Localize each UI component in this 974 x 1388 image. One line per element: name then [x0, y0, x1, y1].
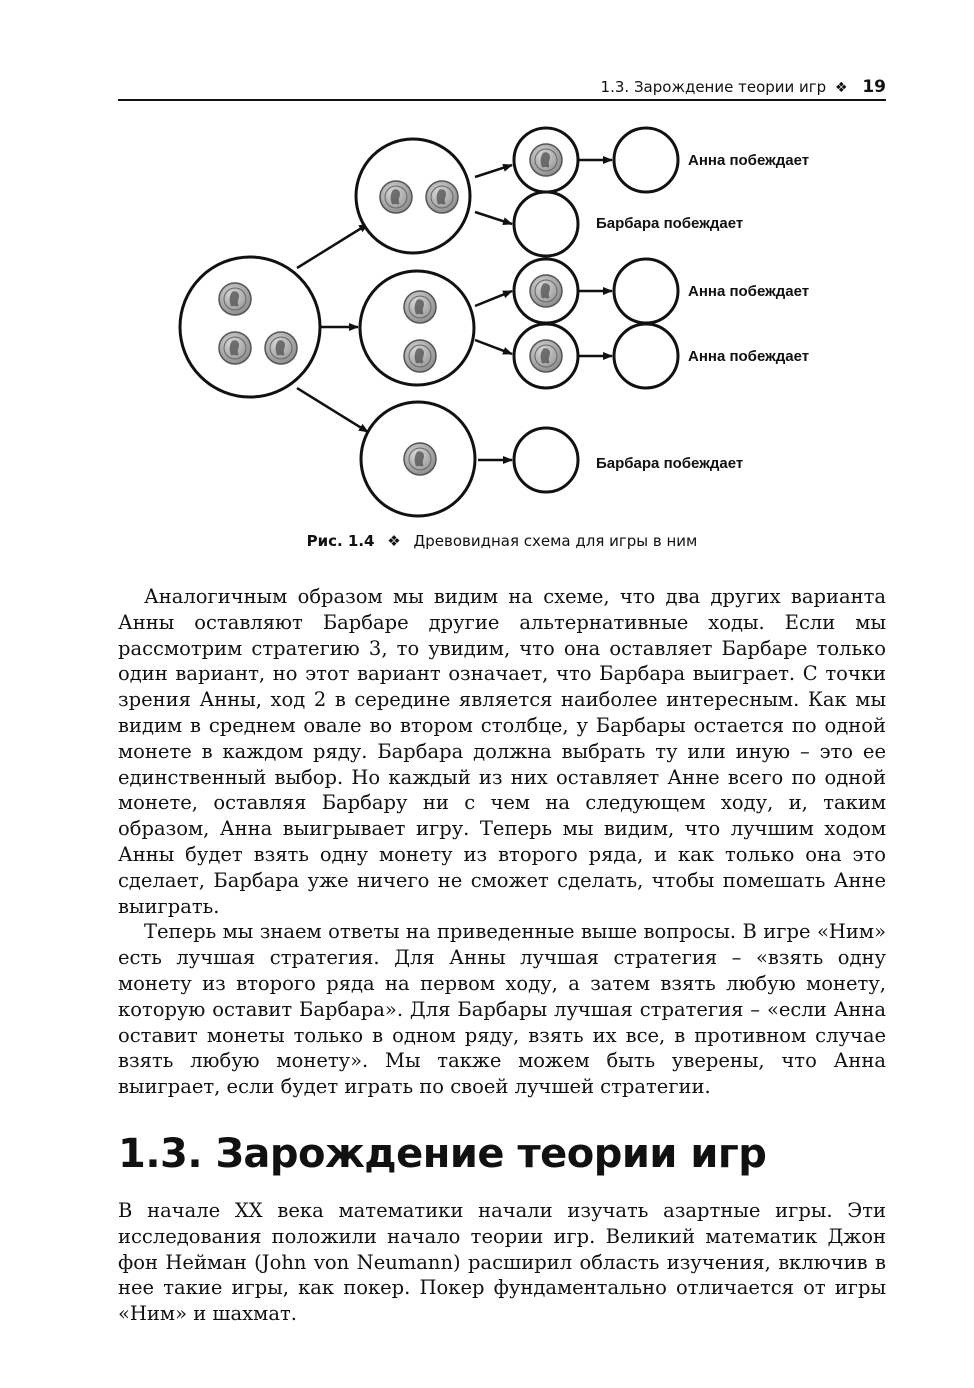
node-level3: [614, 128, 678, 388]
figure-caption-separator: ❖: [387, 532, 401, 550]
coin-icon: [219, 283, 251, 315]
outcome-label: Анна побеждает: [688, 348, 810, 365]
outcome-label: Барбара побеждает: [596, 215, 744, 232]
header-rule: [118, 99, 886, 101]
figure-caption: [118, 532, 886, 550]
body-text: [118, 584, 886, 1100]
coin-icon: [530, 144, 562, 176]
coin-icon: [380, 181, 412, 213]
outcome-label: Барбара побеждает: [596, 455, 744, 472]
nim-tree-diagram: [160, 120, 860, 520]
node-level1-bottom: [361, 402, 475, 516]
node-level2: [514, 128, 578, 492]
section-body: [118, 1198, 886, 1327]
coin-icon: [265, 332, 297, 364]
coin-icon: [530, 340, 562, 372]
outcome-label: Анна побеждает: [688, 152, 810, 169]
coin-icon: [530, 275, 562, 307]
section-heading: 1.3. Зарождение теории игр: [118, 1131, 767, 1177]
running-head-separator: ❖: [834, 80, 848, 96]
root-node: [180, 257, 320, 397]
paragraph: Аналогичным образом мы видим на схеме, что два других варианта Анны оставляют Барбаре другие альтернативные ходы. Если мы рассмотрим стратегию 3, то увидим, что она оставляет Барбаре только один вариант, но этот вариант означает, что Барбара выиграет. С точки зрения Анны, ход 2 в середине является наиболее интересным. Как мы видим в среднем овале во втором столбце, у Барбары остается по одной монете в каждом ряду. Барбара должна выбрать ту или иную – это ее единственный выбор. Но каждый из них оставляет Анне всего по одной монете, оставляя Барбару ни с чем на следующем ходу, и, таким образом, Анна выигрывает игру. Теперь мы видим, что лучшим ходом Анны будет взять одну монету из второго ряда, и как только она это сделает, Барбара уже ничего не сможет сделать, чтобы помешать Анне выиграть.: [118, 585, 886, 918]
paragraph: Теперь мы знаем ответы на приведенные выше вопросы. В игре «Ним» есть лучшая стратегия. Для Анны лучшая стратегия – «взять одну монету из второго ряда на первом ходу, а затем взять любую монету, которую оставит Барбара». Для Барбары лучшая стратегия – «если Анна оставит монеты только в одном ряду, взять их все, в противном случае взять любую монету». Мы также можем быть уверены, что Анна выиграет, если будет играть по своей лучшей стратегии.: [118, 920, 886, 1099]
figure-caption-text: Древовидная схема для игры в ним: [413, 532, 698, 550]
running-head: [118, 76, 886, 98]
coin-icon: [404, 291, 436, 323]
coin-icon: [404, 340, 436, 372]
node-level1-middle: [360, 271, 474, 385]
coin-icon: [219, 332, 251, 364]
outcome-label: Анна побеждает: [688, 283, 810, 300]
coin-icon: [404, 443, 436, 475]
node-level1-top: [356, 139, 470, 253]
figure-caption-label: Рис. 1.4: [306, 532, 375, 550]
coin-icon: [426, 181, 458, 213]
paragraph: В начале XX века математики начали изучать азартные игры. Эти исследования положили начало теории игр. Великий математик Джон фон Нейман (John von Neumann) расширил область изучения, включив в нее такие игры, как покер. Покер фундаментально отличается от игры «Ним» и шахмат.: [118, 1199, 886, 1326]
page-number: 19: [862, 77, 886, 97]
running-head-title: 1.3. Зарождение теории игр: [600, 78, 827, 96]
